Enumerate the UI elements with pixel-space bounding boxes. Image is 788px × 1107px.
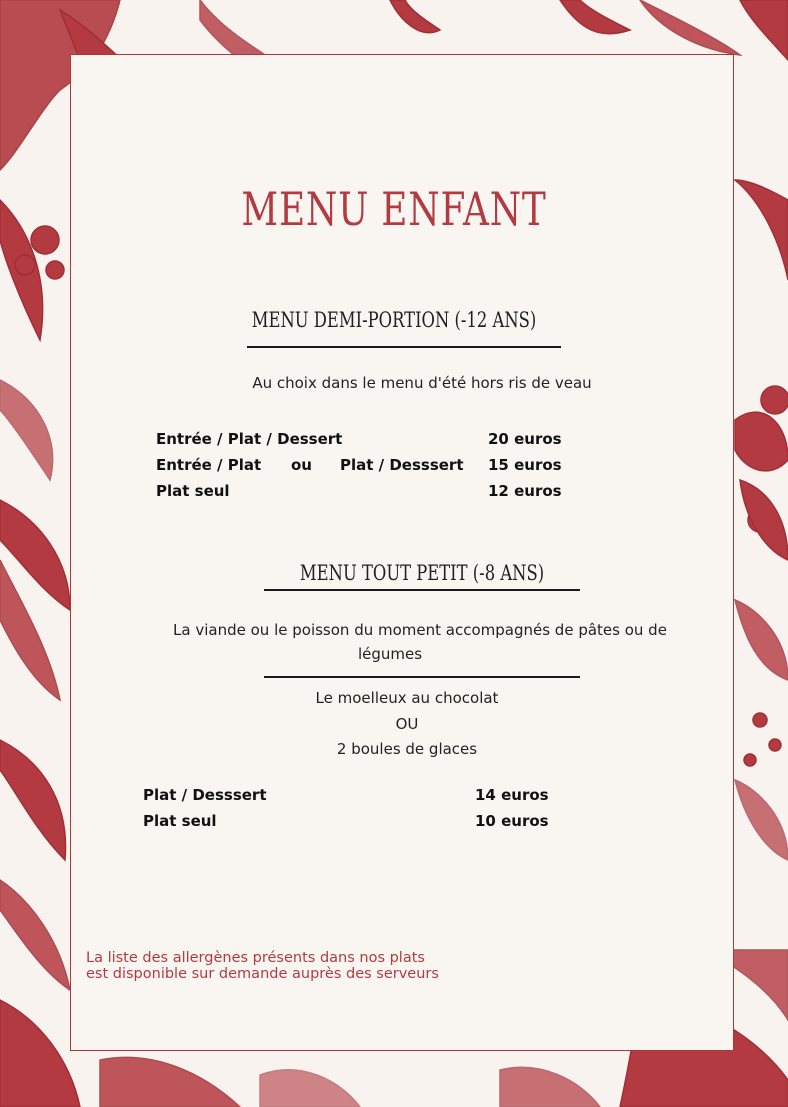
section2-heading: MENU TOUT PETIT (-8 ANS): [299, 561, 545, 585]
section1-note: Au choix dans le menu d'été hors ris de veau: [252, 374, 592, 392]
section1-row-2-price: 15 euros: [488, 456, 562, 474]
section1-row-1-label: Entrée / Plat / Dessert: [156, 430, 343, 448]
section2-row-1-label: Plat / Desssert: [143, 786, 267, 804]
menu-title: MENU ENFANT: [241, 182, 547, 236]
section2-dessert-line1: Le moelleux au chocolat: [315, 689, 499, 707]
section1-row-2-label-c: Plat / Desssert: [340, 456, 464, 474]
section1-row-1-price: 20 euros: [488, 430, 562, 448]
section1-heading: MENU DEMI-PORTION (-12 ANS): [251, 308, 537, 332]
section2-dessert-or: OU: [395, 715, 419, 733]
section2-main-line2: légumes: [357, 645, 423, 663]
allergen-notice-line1: La liste des allergènes présents dans nos plats: [86, 950, 425, 966]
section2-dessert-line3: 2 boules de glaces: [336, 740, 478, 758]
section1-row-2-label-a: Entrée / Plat: [156, 456, 262, 474]
section1-row-3-price: 12 euros: [488, 482, 562, 500]
section2-divider-top: [264, 589, 580, 591]
section2-row-1-price: 14 euros: [475, 786, 549, 804]
section2-main-line1: La viande ou le poisson du moment accompagnés de pâtes ou de: [173, 621, 667, 639]
section1-divider: [247, 346, 561, 348]
section2-divider-bottom: [264, 676, 580, 678]
section1-row-3-label: Plat seul: [156, 482, 230, 500]
section2-row-2-price: 10 euros: [475, 812, 549, 830]
allergen-notice: [86, 950, 490, 982]
section1-row-2-label-or: ou: [291, 456, 312, 474]
allergen-notice-line2: est disponible sur demande auprès des serveurs: [86, 966, 439, 982]
section2-row-2-label: Plat seul: [143, 812, 217, 830]
